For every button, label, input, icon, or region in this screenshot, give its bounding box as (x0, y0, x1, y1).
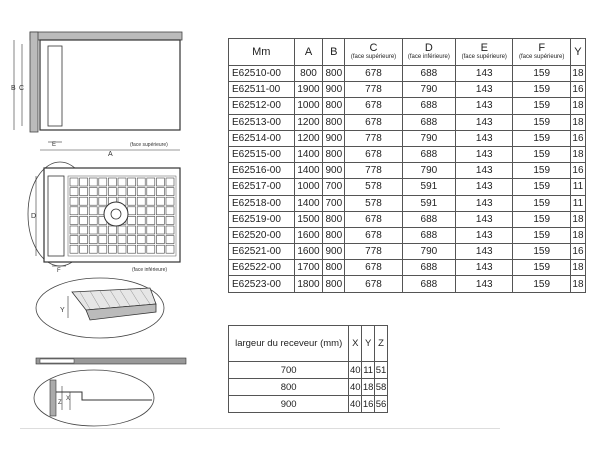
table-row (229, 66, 586, 82)
value-cell: 678 (345, 114, 402, 130)
header-sublabel: (face inférieure) (407, 54, 450, 60)
reference-cell: E62510-00 (229, 66, 295, 82)
dimensions-header-cell (345, 39, 402, 66)
header-label: F (538, 42, 546, 54)
value-cell: 800 (294, 66, 323, 82)
value-cell: 790 (402, 244, 455, 260)
value-cell: 688 (402, 227, 455, 243)
value-cell: 143 (456, 146, 513, 162)
drawing-svg (0, 0, 230, 476)
value-cell: 800 (323, 146, 345, 162)
dim-d-label: D (31, 213, 37, 220)
value-cell: 790 (402, 82, 455, 98)
reference-cell: E62511-00 (229, 82, 295, 98)
value-cell: 40 (349, 379, 362, 396)
value-cell: 1200 (294, 114, 323, 130)
dimensions-header-cell (402, 39, 455, 66)
value-cell: 688 (402, 211, 455, 227)
value-cell: 18 (362, 379, 375, 396)
table-row (229, 195, 586, 211)
value-cell: 159 (513, 244, 570, 260)
reference-cell: E62515-00 (229, 146, 295, 162)
value-cell: 11 (362, 362, 375, 379)
value-cell: 18 (570, 227, 585, 243)
table-row (229, 244, 586, 260)
dimensions-header-cell (294, 39, 323, 66)
tray-view (28, 162, 180, 274)
table-row (229, 260, 586, 276)
value-cell: 18 (570, 114, 585, 130)
value-cell: 900 (323, 244, 345, 260)
value-cell: 688 (402, 260, 455, 276)
width-header-cell: Y (362, 326, 375, 362)
table-row (229, 163, 586, 179)
value-cell: 778 (345, 244, 402, 260)
value-cell: 678 (345, 146, 402, 162)
value-cell: 16 (570, 163, 585, 179)
dim-y-label: Y (60, 307, 65, 314)
value-cell: 1900 (294, 82, 323, 98)
value-cell: 1400 (294, 146, 323, 162)
table-row (229, 114, 586, 130)
value-cell: 18 (570, 211, 585, 227)
reference-cell: E62517-00 (229, 179, 295, 195)
value-cell: 159 (513, 276, 570, 292)
value-cell: 159 (513, 98, 570, 114)
header-label: D (424, 42, 433, 54)
value-cell: 143 (456, 260, 513, 276)
dimensions-header-cell (456, 39, 513, 66)
value-cell: 1600 (294, 244, 323, 260)
value-cell: 56 (375, 396, 388, 413)
value-cell: 143 (456, 244, 513, 260)
value-cell: 159 (513, 195, 570, 211)
detail-y-view (36, 278, 164, 338)
value-cell: 16 (570, 82, 585, 98)
value-cell: 40 (349, 396, 362, 413)
value-cell: 18 (570, 98, 585, 114)
value-cell: 143 (456, 98, 513, 114)
dim-f-label: F (57, 268, 61, 274)
value-cell: 591 (402, 179, 455, 195)
value-cell: 18 (570, 66, 585, 82)
value-cell: 591 (402, 195, 455, 211)
value-cell: 900 (323, 163, 345, 179)
width-header-cell: largeur du receveur (mm) (229, 326, 349, 362)
value-cell: 778 (345, 163, 402, 179)
value-cell: 159 (513, 227, 570, 243)
value-cell: 40 (349, 362, 362, 379)
reference-cell: E62516-00 (229, 163, 295, 179)
value-cell: 1500 (294, 211, 323, 227)
value-cell: 800 (323, 98, 345, 114)
top-view (11, 32, 182, 158)
value-cell: 143 (456, 163, 513, 179)
width-table-header (229, 326, 388, 362)
dimensions-header-cell (229, 39, 295, 66)
value-cell: 800 (323, 260, 345, 276)
value-cell: 159 (513, 82, 570, 98)
value-cell: 678 (345, 227, 402, 243)
value-cell: 678 (345, 66, 402, 82)
width-header-cell: X (349, 326, 362, 362)
table-row (229, 98, 586, 114)
value-cell: 143 (456, 211, 513, 227)
dim-x-label: X (66, 396, 71, 402)
reference-cell: E62519-00 (229, 211, 295, 227)
reference-cell: E62522-00 (229, 260, 295, 276)
table-row (229, 179, 586, 195)
value-cell: 678 (345, 260, 402, 276)
value-cell: 159 (513, 114, 570, 130)
value-cell: 159 (513, 66, 570, 82)
table-row (229, 211, 586, 227)
value-cell: 700 (323, 179, 345, 195)
header-label: C (369, 42, 378, 54)
dim-b-label: B (11, 85, 16, 92)
value-cell: 1000 (294, 98, 323, 114)
value-cell: 700 (229, 362, 349, 379)
profile-strip (36, 358, 186, 364)
value-cell: 900 (323, 130, 345, 146)
value-cell: 11 (570, 195, 585, 211)
value-cell: 688 (402, 66, 455, 82)
value-cell: 778 (345, 82, 402, 98)
value-cell: 143 (456, 227, 513, 243)
value-cell: 1000 (294, 179, 323, 195)
reference-cell: E62514-00 (229, 130, 295, 146)
value-cell: 143 (456, 130, 513, 146)
value-cell: 16 (362, 396, 375, 413)
tray-face-label: (face inférieure) (132, 267, 168, 273)
value-cell: 900 (229, 396, 349, 413)
value-cell: 159 (513, 179, 570, 195)
table-row (229, 396, 388, 413)
value-cell: 790 (402, 130, 455, 146)
table-row (229, 130, 586, 146)
value-cell: 18 (570, 276, 585, 292)
value-cell: 578 (345, 179, 402, 195)
reference-cell: E62513-00 (229, 114, 295, 130)
header-sublabel: (face supérieure) (350, 54, 397, 60)
value-cell: 58 (375, 379, 388, 396)
reference-cell: E62520-00 (229, 227, 295, 243)
value-cell: 159 (513, 146, 570, 162)
value-cell: 18 (570, 260, 585, 276)
value-cell: 678 (345, 276, 402, 292)
footer-divider (20, 428, 500, 429)
dim-a-label: A (108, 151, 113, 158)
header-label: Y (574, 45, 582, 58)
value-cell: 678 (345, 98, 402, 114)
header-label: A (304, 45, 313, 58)
value-cell: 143 (456, 179, 513, 195)
top-view-face-label: (face supérieure) (130, 142, 168, 148)
value-cell: 143 (456, 82, 513, 98)
dimensions-header-cell (323, 39, 345, 66)
width-header-cell: Z (375, 326, 388, 362)
detail-xz-view (34, 370, 154, 426)
value-cell: 688 (402, 276, 455, 292)
value-cell: 159 (513, 211, 570, 227)
value-cell: 778 (345, 130, 402, 146)
reference-cell: E62512-00 (229, 98, 295, 114)
value-cell: 159 (513, 260, 570, 276)
table-row (229, 227, 586, 243)
value-cell: 51 (375, 362, 388, 379)
value-cell: 11 (570, 179, 585, 195)
value-cell: 900 (323, 82, 345, 98)
value-cell: 800 (323, 114, 345, 130)
value-cell: 678 (345, 211, 402, 227)
value-cell: 800 (323, 227, 345, 243)
header-label: B (330, 45, 338, 58)
value-cell: 143 (456, 66, 513, 82)
table-row (229, 82, 586, 98)
value-cell: 1600 (294, 227, 323, 243)
value-cell: 800 (229, 379, 349, 396)
value-cell: 16 (570, 130, 585, 146)
value-cell: 1200 (294, 130, 323, 146)
reference-cell: E62518-00 (229, 195, 295, 211)
value-cell: 143 (456, 276, 513, 292)
value-cell: 1800 (294, 276, 323, 292)
header-label: E (480, 42, 488, 54)
value-cell: 18 (570, 146, 585, 162)
value-cell: 800 (323, 66, 345, 82)
dimensions-header-cell (513, 39, 570, 66)
dimensions-header-cell (570, 39, 585, 66)
table-row (229, 146, 586, 162)
dimensions-table-header (229, 39, 586, 66)
header-sublabel: (face supérieure) (461, 54, 507, 60)
header-label: Mm (252, 45, 271, 58)
table-row (229, 276, 586, 292)
technical-drawings (0, 0, 230, 476)
header-sublabel: (face supérieure) (519, 54, 565, 60)
value-cell: 16 (570, 244, 585, 260)
value-cell: 1400 (294, 195, 323, 211)
value-cell: 800 (323, 211, 345, 227)
value-cell: 159 (513, 130, 570, 146)
value-cell: 1700 (294, 260, 323, 276)
reference-cell: E62521-00 (229, 244, 295, 260)
value-cell: 800 (323, 276, 345, 292)
value-cell: 143 (456, 114, 513, 130)
table-row (229, 362, 388, 379)
value-cell: 578 (345, 195, 402, 211)
reference-cell: E62523-00 (229, 276, 295, 292)
dim-z-label: Z (58, 400, 62, 406)
dimensions-table (228, 38, 586, 293)
dim-e-label: E (52, 142, 57, 148)
value-cell: 688 (402, 98, 455, 114)
value-cell: 688 (402, 146, 455, 162)
value-cell: 700 (323, 195, 345, 211)
table-row (229, 379, 388, 396)
width-table (228, 325, 388, 413)
value-cell: 143 (456, 195, 513, 211)
value-cell: 790 (402, 163, 455, 179)
dim-c-label: C (19, 85, 25, 92)
value-cell: 688 (402, 114, 455, 130)
value-cell: 1400 (294, 163, 323, 179)
value-cell: 159 (513, 163, 570, 179)
